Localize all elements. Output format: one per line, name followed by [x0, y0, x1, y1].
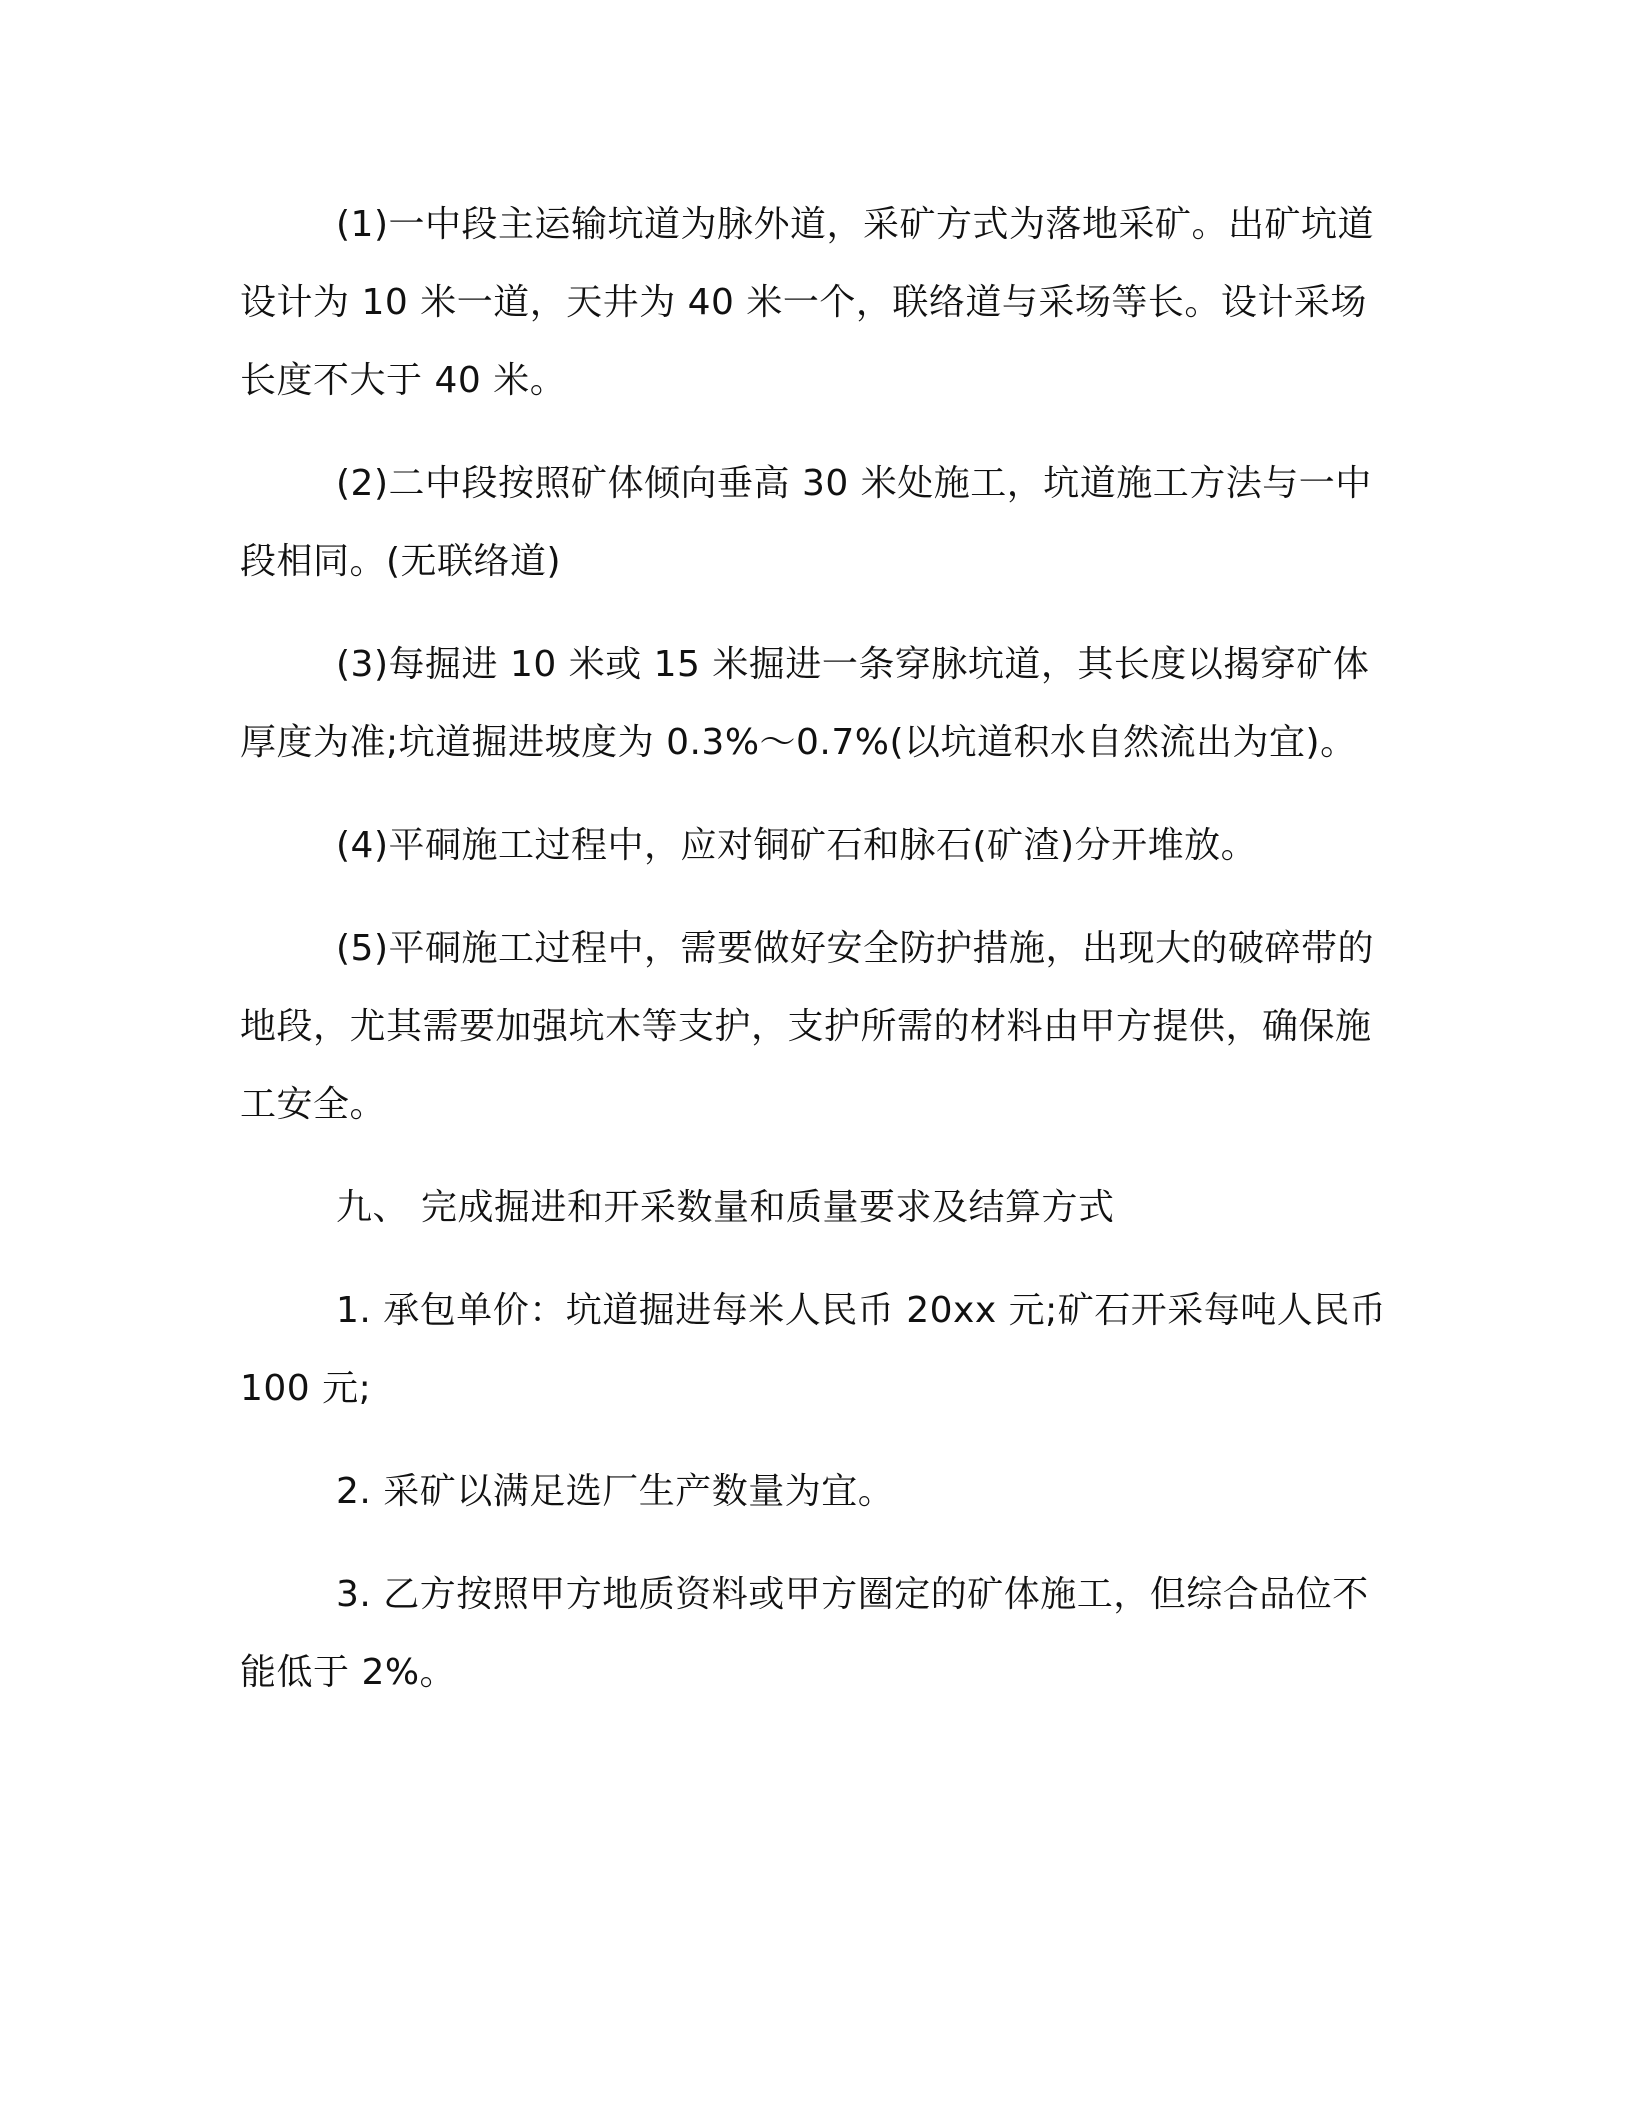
section-heading-nine: 九、 完成掘进和开采数量和质量要求及结算方式: [336, 1187, 1115, 1228]
paragraph-2-second-level: (2)二中段按照矿体倾向垂高 30 米处施工，坑道施工方法与一中段相同。(无联络道): [240, 463, 1372, 582]
paragraph-unit-price: 1. 承包单价：坑道掘进每米人民币 20xx 元;矿石开采每吨人民币100 元;: [240, 1290, 1387, 1409]
paragraph-mining-quantity: 2. 采矿以满足选厂生产数量为宜。: [336, 1471, 895, 1512]
paragraph-4-stockpile: (4)平硐施工过程中，应对铜矿石和脉石(矿渣)分开堆放。: [336, 825, 1258, 866]
document-page: [240, 186, 1390, 1737]
paragraph-grade-requirement: 3. 乙方按照甲方地质资料或甲方圈定的矿体施工，但综合品位不能低于 2%。: [240, 1574, 1369, 1693]
paragraph-3-crosscut: (3)每掘进 10 米或 15 米掘进一条穿脉坑道，其长度以揭穿矿体厚度为准;坑道掘进坡度为 0.3%～0.7%(以坑道积水自然流出为宜)。: [240, 644, 1370, 763]
paragraph-5-safety: (5)平硐施工过程中，需要做好安全防护措施，出现大的破碎带的地段，尤其需要加强坑木等支护，支护所需的材料由甲方提供，确保施工安全。: [240, 928, 1374, 1125]
paragraph-1-main-haulage: (1)一中段主运输坑道为脉外道，采矿方式为落地采矿。出矿坑道设计为 10 米一道，天井为 40 米一个，联络道与采场等长。设计采场长度不大于 40 米。: [240, 204, 1374, 401]
